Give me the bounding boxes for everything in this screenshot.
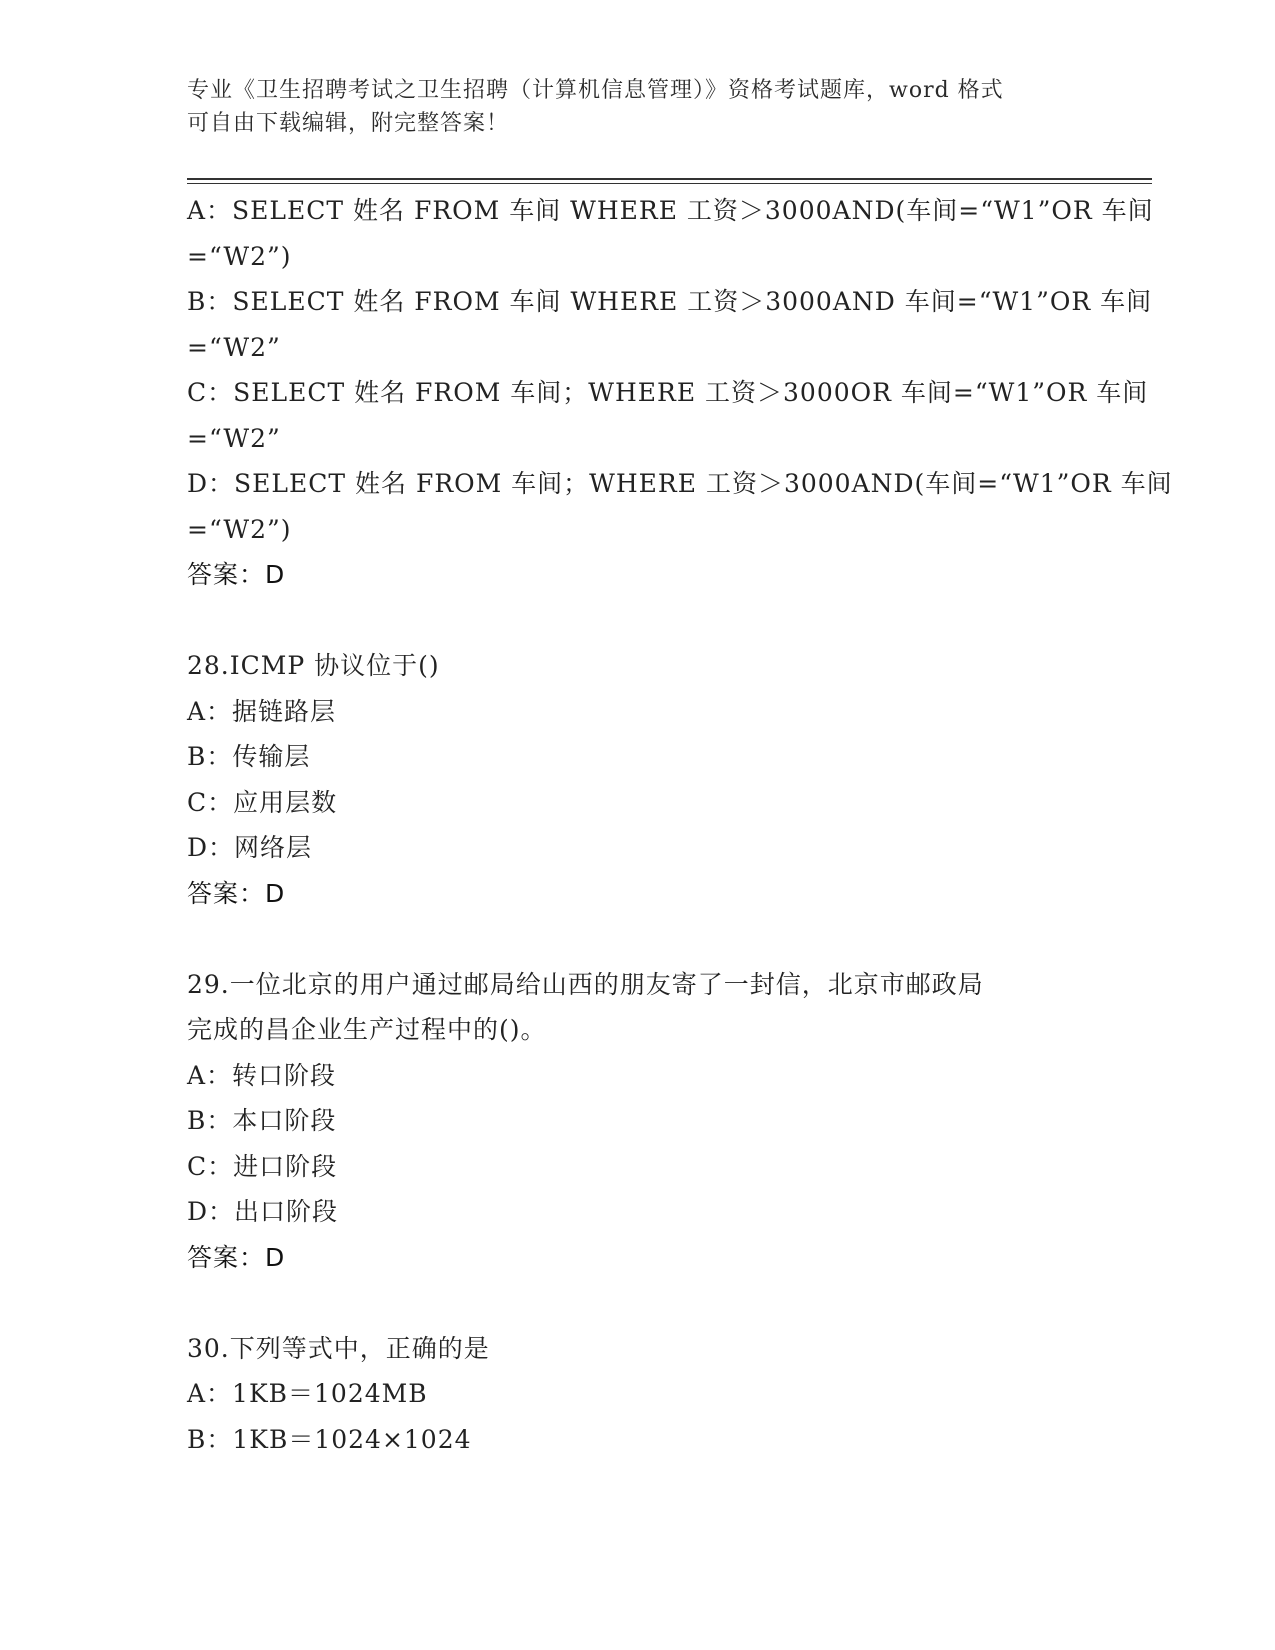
q30-option-b: B：1KB＝1024×1024 <box>187 1424 472 1454</box>
q28-answer: 答案：D <box>187 878 286 908</box>
header-title-line-2: 可自由下载编辑，附完整答案！ <box>187 111 510 136</box>
q28-question: 28.ICMP 协议位于() <box>187 651 440 680</box>
q28-option-c: C：应用层数 <box>187 787 338 817</box>
spacer <box>187 1280 1087 1326</box>
spacer <box>187 598 1087 644</box>
q29-answer: 答案：D <box>187 1242 286 1272</box>
q27-option-a-line-1: A：SELECT 姓名 FROM 车间 WHERE 工资＞3000AND(车间=“W1”OR 车间 <box>187 196 1154 225</box>
q27-option-c-line-2: =“W2” <box>187 423 281 453</box>
question-content <box>187 188 1173 1462</box>
q28-option-a: A：据链路层 <box>187 696 337 726</box>
q29-question-line-2: 完成的昌企业生产过程中的()。 <box>187 1015 547 1044</box>
header-title-line-1: 专业《卫生招聘考试之卫生招聘（计算机信息管理）》资格考试题库，word 格式 <box>187 78 1004 103</box>
q27-option-a-line-2: =“W2”) <box>187 241 292 271</box>
q29-option-b: B：本口阶段 <box>187 1106 337 1135</box>
q30-option-a: A：1KB＝1024MB <box>187 1379 428 1408</box>
q29-option-a: A：转口阶段 <box>187 1060 337 1090</box>
q30-question: 30.下列等式中，正确的是 <box>187 1333 490 1363</box>
question-28 <box>187 643 1087 916</box>
q27-option-b-line-2: =“W2” <box>187 332 281 362</box>
spacer <box>187 916 1087 962</box>
q27-answer: 答案：D <box>187 560 286 589</box>
q29-option-d: D：出口阶段 <box>187 1197 339 1226</box>
header-divider-thin <box>187 183 1152 184</box>
q27-option-d-line-1: D：SELECT 姓名 FROM 车间；WHERE 工资＞3000AND(车间=“W1”OR 车间 <box>187 469 1173 498</box>
question-30 <box>187 1326 1087 1463</box>
q27-option-c-line-1: C：SELECT 姓名 FROM 车间；WHERE 工资＞3000OR 车间=“W1”OR 车间 <box>187 378 1149 407</box>
question-27 <box>187 188 1173 598</box>
q29-question-line-1: 29.一位北京的用户通过邮局给山西的朋友寄了一封信，北京市邮政局 <box>187 969 984 999</box>
q27-option-b-line-1: B：SELECT 姓名 FROM 车间 WHERE 工资＞3000AND 车间=“W1”OR 车间 <box>187 287 1153 316</box>
document-header <box>187 74 1087 140</box>
q27-option-d-line-2: =“W2”) <box>187 514 292 544</box>
q29-option-c: C：进口阶段 <box>187 1151 338 1181</box>
q28-option-d: D：网络层 <box>187 833 313 862</box>
question-29 <box>187 962 1087 1281</box>
header-divider-thick <box>187 178 1152 180</box>
q28-option-b: B：传输层 <box>187 742 311 771</box>
